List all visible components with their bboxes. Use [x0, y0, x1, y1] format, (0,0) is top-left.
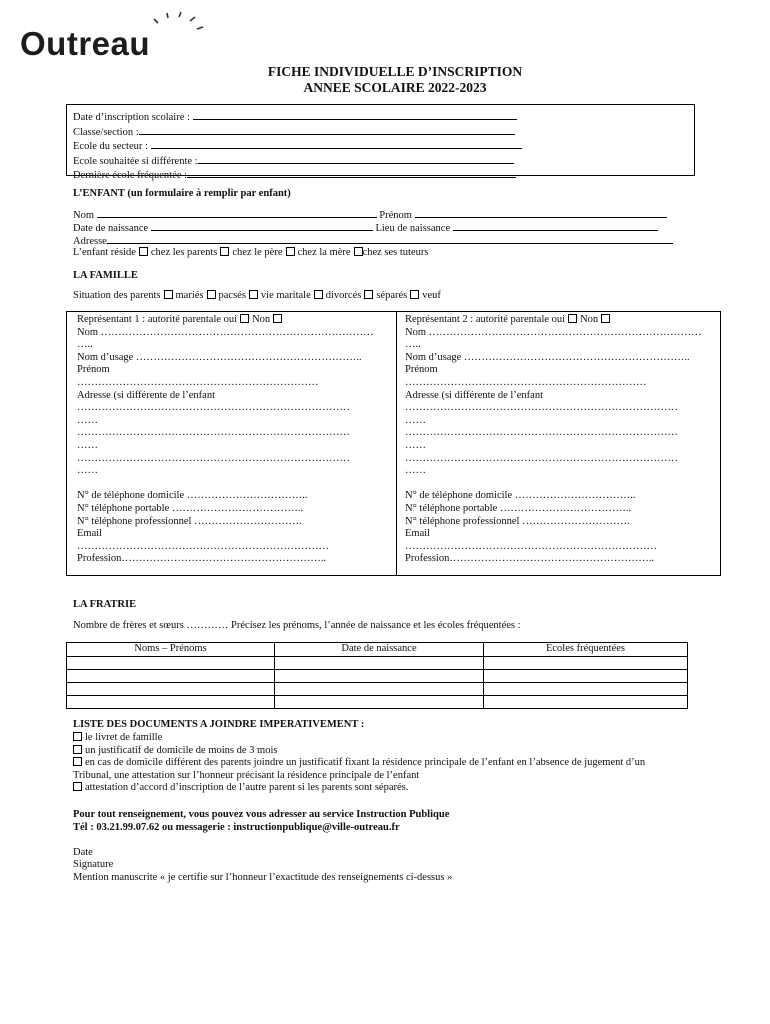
situation-label: Situation des parents — [73, 290, 161, 301]
fratrie-table — [66, 642, 688, 709]
col-noms-prenoms: Noms – Prénoms — [67, 643, 275, 657]
doc-residence-checkbox[interactable] — [73, 757, 82, 766]
fratrie-intro: Nombre de frères et sœurs ………… Précisez les prénoms, l’année de naissance et les écoles fréquentées : — [73, 620, 521, 631]
rep1-adresse-line[interactable]: …………………………………………………………………… — [77, 427, 350, 439]
separes-checkbox[interactable] — [364, 290, 373, 299]
form-title: FICHE INDIVIDUELLE D’INSCRIPTION — [267, 64, 523, 79]
col-date-naissance: Date de naissance — [275, 643, 484, 657]
rep1-non-label: Non — [252, 314, 271, 325]
table-row — [67, 669, 688, 682]
school-year-title: ANNEE SCOLAIRE 2022-2023 — [303, 80, 487, 95]
rep1-tel-pro-field[interactable]: N° téléphone professionnel …………………………. — [77, 515, 302, 527]
doc-residence-cont: Tribunal, une attestation sur l’honneur précisant la résidence principale de l’enfant — [73, 769, 420, 781]
outreau-logo: Outreau — [20, 25, 151, 62]
representant-2 — [405, 314, 715, 566]
table-row — [67, 656, 688, 669]
table-cell[interactable] — [484, 669, 688, 682]
famille-heading: LA FAMILLE — [73, 270, 138, 281]
maries-checkbox[interactable] — [164, 290, 173, 299]
rep1-email-field[interactable]: ……………………………………………………………… — [77, 540, 329, 552]
rep2-non-checkbox[interactable] — [601, 314, 610, 323]
table-cell[interactable] — [67, 695, 275, 708]
reside-mere-checkbox[interactable] — [286, 247, 295, 256]
divorces-label: divorcés — [325, 290, 362, 301]
date-naissance-field[interactable] — [151, 221, 373, 231]
rep1-adresse-line[interactable]: …… — [77, 414, 98, 426]
veuf-checkbox[interactable] — [410, 290, 419, 299]
pacses-checkbox[interactable] — [207, 290, 216, 299]
rep1-prenom-label: Prénom — [77, 364, 110, 376]
divorces-checkbox[interactable] — [314, 290, 323, 299]
table-cell[interactable] — [67, 682, 275, 695]
reside-mere-label: chez la mère — [297, 247, 351, 258]
doc-livret-checkbox[interactable] — [73, 732, 82, 741]
nom-field[interactable] — [97, 208, 377, 218]
rep1-prenom-field[interactable]: …………………………………………………………… — [77, 376, 319, 388]
vie-maritale-checkbox[interactable] — [249, 290, 258, 299]
doc-residence-label: en cas de domicile différent des parents joindre un justificatif fixant la résidence principale de l’enfant en l’absence de jugement d’un — [85, 757, 646, 768]
ecole-souhaitee-label: Ecole souhaitée si différente : — [73, 155, 198, 167]
adresse-field[interactable] — [107, 234, 673, 244]
rep1-adresse-label: Adresse (si différente de l’enfant — [77, 389, 215, 401]
signature-label: Signature — [73, 859, 114, 870]
rep1-oui-checkbox[interactable] — [240, 314, 249, 323]
classe-field[interactable] — [73, 125, 522, 140]
rep2-tel-domicile-field[interactable]: N° de téléphone domicile …………………………….. — [405, 490, 636, 502]
date-inscription-label: Date d’inscription scolaire : — [73, 112, 190, 123]
enfant-heading: L’ENFANT (un formulaire à remplir par enfant) — [73, 188, 291, 199]
date-label: Date — [73, 847, 93, 858]
rep1-header-label: Représentant 1 : autorité parentale oui — [77, 314, 238, 325]
rep1-email-label: Email — [77, 528, 103, 540]
reside-row — [73, 247, 428, 260]
classe-label: Classe/section : — [73, 126, 139, 138]
table-cell[interactable] — [484, 682, 688, 695]
rep1-profession-field[interactable]: Profession………………………………………………….. — [77, 553, 327, 565]
doc-justificatif-item — [73, 745, 723, 758]
table-cell[interactable] — [67, 656, 275, 669]
representants-divider — [396, 311, 397, 575]
representant-1 — [77, 314, 389, 566]
rep2-oui-checkbox[interactable] — [568, 314, 577, 323]
rep2-nom-usage-field[interactable]: Nom d’usage ……………………………………………………….. — [405, 351, 690, 363]
rep2-adresse-label: Adresse (si différente de l’enfant — [405, 389, 543, 401]
inscription-fields — [73, 110, 522, 183]
derniere-ecole-label: Dernière école fréquentée : — [73, 170, 187, 181]
doc-justificatif-checkbox[interactable] — [73, 745, 82, 754]
rep2-tel-portable-field[interactable]: N° téléphone portable ……………………………….. — [405, 502, 632, 514]
adresse-label: Adresse — [73, 236, 107, 247]
rep1-adresse-line[interactable]: …………………………………………………………………… — [77, 452, 350, 464]
ecole-souhaitee-field[interactable] — [73, 154, 522, 169]
table-cell[interactable] — [275, 695, 484, 708]
table-cell[interactable] — [484, 695, 688, 708]
rep2-prenom-label: Prénom — [405, 364, 438, 376]
rep2-tel-pro-field[interactable]: N° téléphone professionnel …………………………. — [405, 515, 630, 527]
rep2-adresse-line[interactable]: …… — [405, 465, 426, 477]
reside-tuteurs-label: chez ses tuteurs — [362, 247, 429, 258]
lieu-naissance-field[interactable] — [453, 221, 658, 231]
rep1-header — [77, 314, 389, 327]
rep2-adresse-line[interactable]: …… — [405, 439, 426, 451]
table-row — [67, 695, 688, 708]
rep1-non-checkbox[interactable] — [273, 314, 282, 323]
rep2-adresse-line[interactable]: …………………………………………………………………… — [405, 402, 678, 414]
mention-manuscrite: Mention manuscrite « je certifie sur l’honneur l’exactitude des renseignements ci-dessus » — [73, 872, 453, 883]
rep2-email-field[interactable]: ……………………………………………………………… — [405, 540, 657, 552]
table-cell[interactable] — [67, 669, 275, 682]
table-cell[interactable] — [484, 656, 688, 669]
vie-maritale-label: vie maritale — [260, 290, 311, 301]
reside-pere-label: chez le père — [232, 247, 283, 258]
pacses-label: pacsés — [218, 290, 246, 301]
doc-residence-item — [73, 757, 723, 770]
rep1-adresse-line[interactable]: …… — [77, 439, 98, 451]
rep1-nom-usage-field[interactable]: Nom d’usage ……………………………………………………….. — [77, 351, 362, 363]
rep1-adresse-line[interactable]: …………………………………………………………………… — [77, 402, 350, 414]
rep2-profession-field[interactable]: Profession………………………………………………….. — [405, 553, 655, 565]
situation-row — [73, 290, 441, 303]
rep2-nom-field[interactable]: Nom …………………………………………………………………… — [405, 326, 702, 338]
nom-label: Nom — [73, 210, 94, 221]
ecole-secteur-field[interactable] — [73, 139, 522, 154]
rep1-nom-cont[interactable]: ….. — [77, 339, 93, 351]
rep2-nom-cont[interactable]: ….. — [405, 339, 421, 351]
doc-livret-label: le livret de famille — [85, 732, 163, 743]
prenom-label: Prénom — [379, 210, 412, 221]
date-naissance-label: Date de naissance — [73, 223, 149, 234]
table-cell[interactable] — [275, 669, 484, 682]
rep1-nom-field[interactable]: Nom …………………………………………………………………… — [77, 326, 374, 338]
veuf-label: veuf — [422, 290, 441, 301]
derniere-ecole-field[interactable] — [73, 168, 522, 183]
rep1-tel-portable-field[interactable]: N° téléphone portable ……………………………….. — [77, 502, 304, 514]
reside-label: L’enfant réside — [73, 247, 136, 258]
table-cell[interactable] — [275, 682, 484, 695]
col-ecoles: Ecoles fréquentées — [484, 643, 688, 657]
rep2-adresse-line[interactable]: …………………………………………………………………… — [405, 452, 678, 464]
table-row — [67, 682, 688, 695]
rep1-adresse-line[interactable]: …… — [77, 465, 98, 477]
rep2-spacer — [405, 478, 715, 491]
rep2-header — [405, 314, 715, 327]
fratrie-header-row — [67, 643, 688, 657]
logo-rays-icon — [148, 9, 208, 31]
reside-tuteurs-checkbox[interactable] — [354, 247, 363, 256]
table-cell[interactable] — [275, 656, 484, 669]
rep2-email-label: Email — [405, 528, 431, 540]
date-inscription-field[interactable] — [73, 110, 522, 125]
documents-list — [73, 732, 723, 795]
doc-attestation-checkbox[interactable] — [73, 782, 82, 791]
rep2-prenom-field[interactable]: …………………………………………………………… — [405, 376, 647, 388]
rep1-tel-domicile-field[interactable]: N° de téléphone domicile …………………………….. — [77, 490, 308, 502]
rep2-adresse-line[interactable]: …………………………………………………………………… — [405, 427, 678, 439]
contact-line-1: Pour tout renseignement, vous pouvez vous adresser au service Instruction Publique — [73, 809, 450, 820]
ecole-secteur-label: Ecole du secteur : — [73, 141, 148, 152]
contact-line-2: Tél : 03.21.99.07.62 ou messagerie : instructionpublique@ville-outreau.fr — [73, 822, 400, 833]
rep2-header-label: Représentant 2 : autorité parentale oui — [405, 314, 566, 325]
doc-livret-item — [73, 732, 723, 745]
reside-parents-label: chez les parents — [150, 247, 218, 258]
maries-label: mariés — [175, 290, 204, 301]
doc-justificatif-label: un justificatif de domicile de moins de 3 mois — [85, 744, 278, 756]
documents-heading: LISTE DES DOCUMENTS A JOINDRE IMPERATIVEMENT : — [73, 719, 365, 730]
reside-parents-checkbox[interactable] — [139, 247, 148, 256]
reside-pere-checkbox[interactable] — [220, 247, 229, 256]
rep1-spacer — [77, 478, 389, 491]
lieu-naissance-label: Lieu de naissance — [375, 223, 451, 234]
doc-attestation-label: attestation d’accord d’inscription de l’autre parent si les parents sont séparés. — [85, 782, 409, 793]
doc-attestation-item — [73, 782, 723, 795]
prenom-field[interactable] — [415, 208, 667, 218]
separes-label: séparés — [376, 290, 408, 301]
rep2-non-label: Non — [580, 314, 599, 325]
rep2-adresse-line[interactable]: …… — [405, 414, 426, 426]
fratrie-heading: LA FRATRIE — [73, 599, 137, 610]
